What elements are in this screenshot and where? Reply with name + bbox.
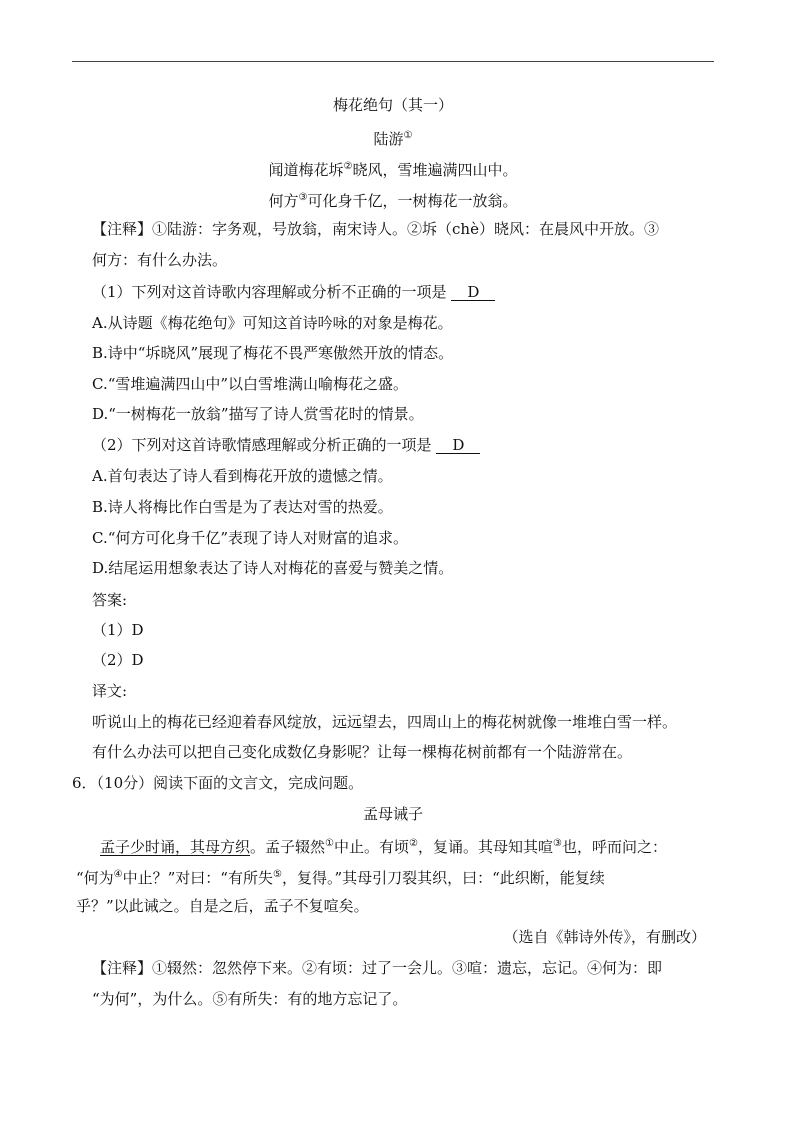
poem-notes-line-2: 何方：有什么办法。 [92, 251, 228, 269]
answer-1: （1）D [92, 621, 144, 639]
passage-line-3: 乎？”以此诫之。自是之后，孟子不复喧矣。 [76, 897, 369, 915]
passage-title: 孟母诫子 [362, 805, 423, 823]
poem-notes-line-1: 【注释】①陆游：字务观，号放翁，南宋诗人。②坼（chè）晓风：在晨风中开放。③ [92, 220, 659, 238]
footnote-marker: ③ [298, 192, 308, 203]
answer-2: （2）D [92, 651, 144, 669]
q1-option-d: D.“一树梅花一放翁”描写了诗人赏雪花时的情景。 [92, 405, 424, 423]
footnote-marker: ④ [113, 869, 123, 880]
header-rule [72, 61, 714, 62]
answer-blank: D [436, 437, 480, 454]
question-2-stem: （2）下列对这首诗歌情感理解或分析正确的一项是 D [92, 435, 480, 455]
answer-blank: D [451, 284, 495, 301]
passage-notes-line-2: “为何”，为什么。⑤有所失：有的地方忘记了。 [92, 990, 408, 1008]
poem-title: 梅花绝句（其一） [332, 96, 453, 114]
underlined-phrase: 孟子少时诵，其母方织 [100, 838, 251, 856]
footnote-marker: ① [325, 838, 334, 849]
answers-label: 答案: [92, 591, 128, 609]
footnote-marker: ② [343, 161, 353, 172]
poem-line-1: 闻道梅花坼②晓风，雪堆遍满四山中。 [268, 161, 518, 179]
q2-option-a: A.首句表达了诗人看到梅花开放的遗憾之情。 [92, 467, 393, 485]
poem-line-2: 何方③可化身千亿，一树梅花一放翁。 [268, 192, 518, 210]
author-name: 陆游 [373, 130, 404, 148]
question-6-heading: 6．（10分）阅读下面的文言文，完成问题。 [72, 774, 364, 792]
q2-option-d: D.结尾运用想象表达了诗人对梅花的喜爱与赞美之情。 [92, 559, 454, 577]
translation-line-1: 听说山上的梅花已经迎着春风绽放，远远望去，四周山上的梅花树就像一堆堆白雪一样。 [92, 713, 678, 731]
passage-line-1: 孟子少时诵，其母方织。孟子辍然①中止。有顷②，复诵。其母知其喧③也，呼而问之： [100, 838, 667, 856]
footnote-marker: ③ [553, 838, 562, 849]
passage-source: （选自《韩诗外传》，有删改） [503, 928, 706, 946]
footnote-marker: ② [409, 838, 418, 849]
poem-author [72, 126, 714, 149]
translation-line-2: 有什么办法可以把自己变化成数亿身影呢？让每一棵梅花树前都有一个陆游常在。 [92, 743, 633, 761]
footnote-marker: ⑤ [272, 869, 282, 880]
translation-label: 译文: [92, 682, 128, 700]
footnote-marker: ① [403, 130, 413, 141]
passage-notes-line-1: 【注释】①辍然：忽然停下来。②有顷：过了一会儿。③喧：遗忘，忘记。④何为：即 [92, 959, 663, 977]
q2-option-c: C.“何方可化身千亿”表现了诗人对财富的追求。 [92, 529, 409, 547]
q1-option-c: C.“雪堆遍满四山中”以白雪堆满山喻梅花之盛。 [92, 375, 409, 393]
q1-option-b: B.诗中“坼晓风”展现了梅花不畏严寒傲然开放的情态。 [92, 344, 454, 362]
q1-option-a: A.从诗题《梅花绝句》可知这首诗吟咏的对象是梅花。 [92, 314, 453, 332]
passage-line-2: “何为④中止？”对曰：“有所失⑤，复得。”其母引刀裂其织，曰：“此织断，能复续 [76, 869, 605, 887]
q2-option-b: B.诗人将梅比作白雪是为了表达对雪的热爱。 [92, 498, 393, 516]
question-1-stem: （1）下列对这首诗歌内容理解或分析不正确的一项是 D [92, 282, 495, 302]
